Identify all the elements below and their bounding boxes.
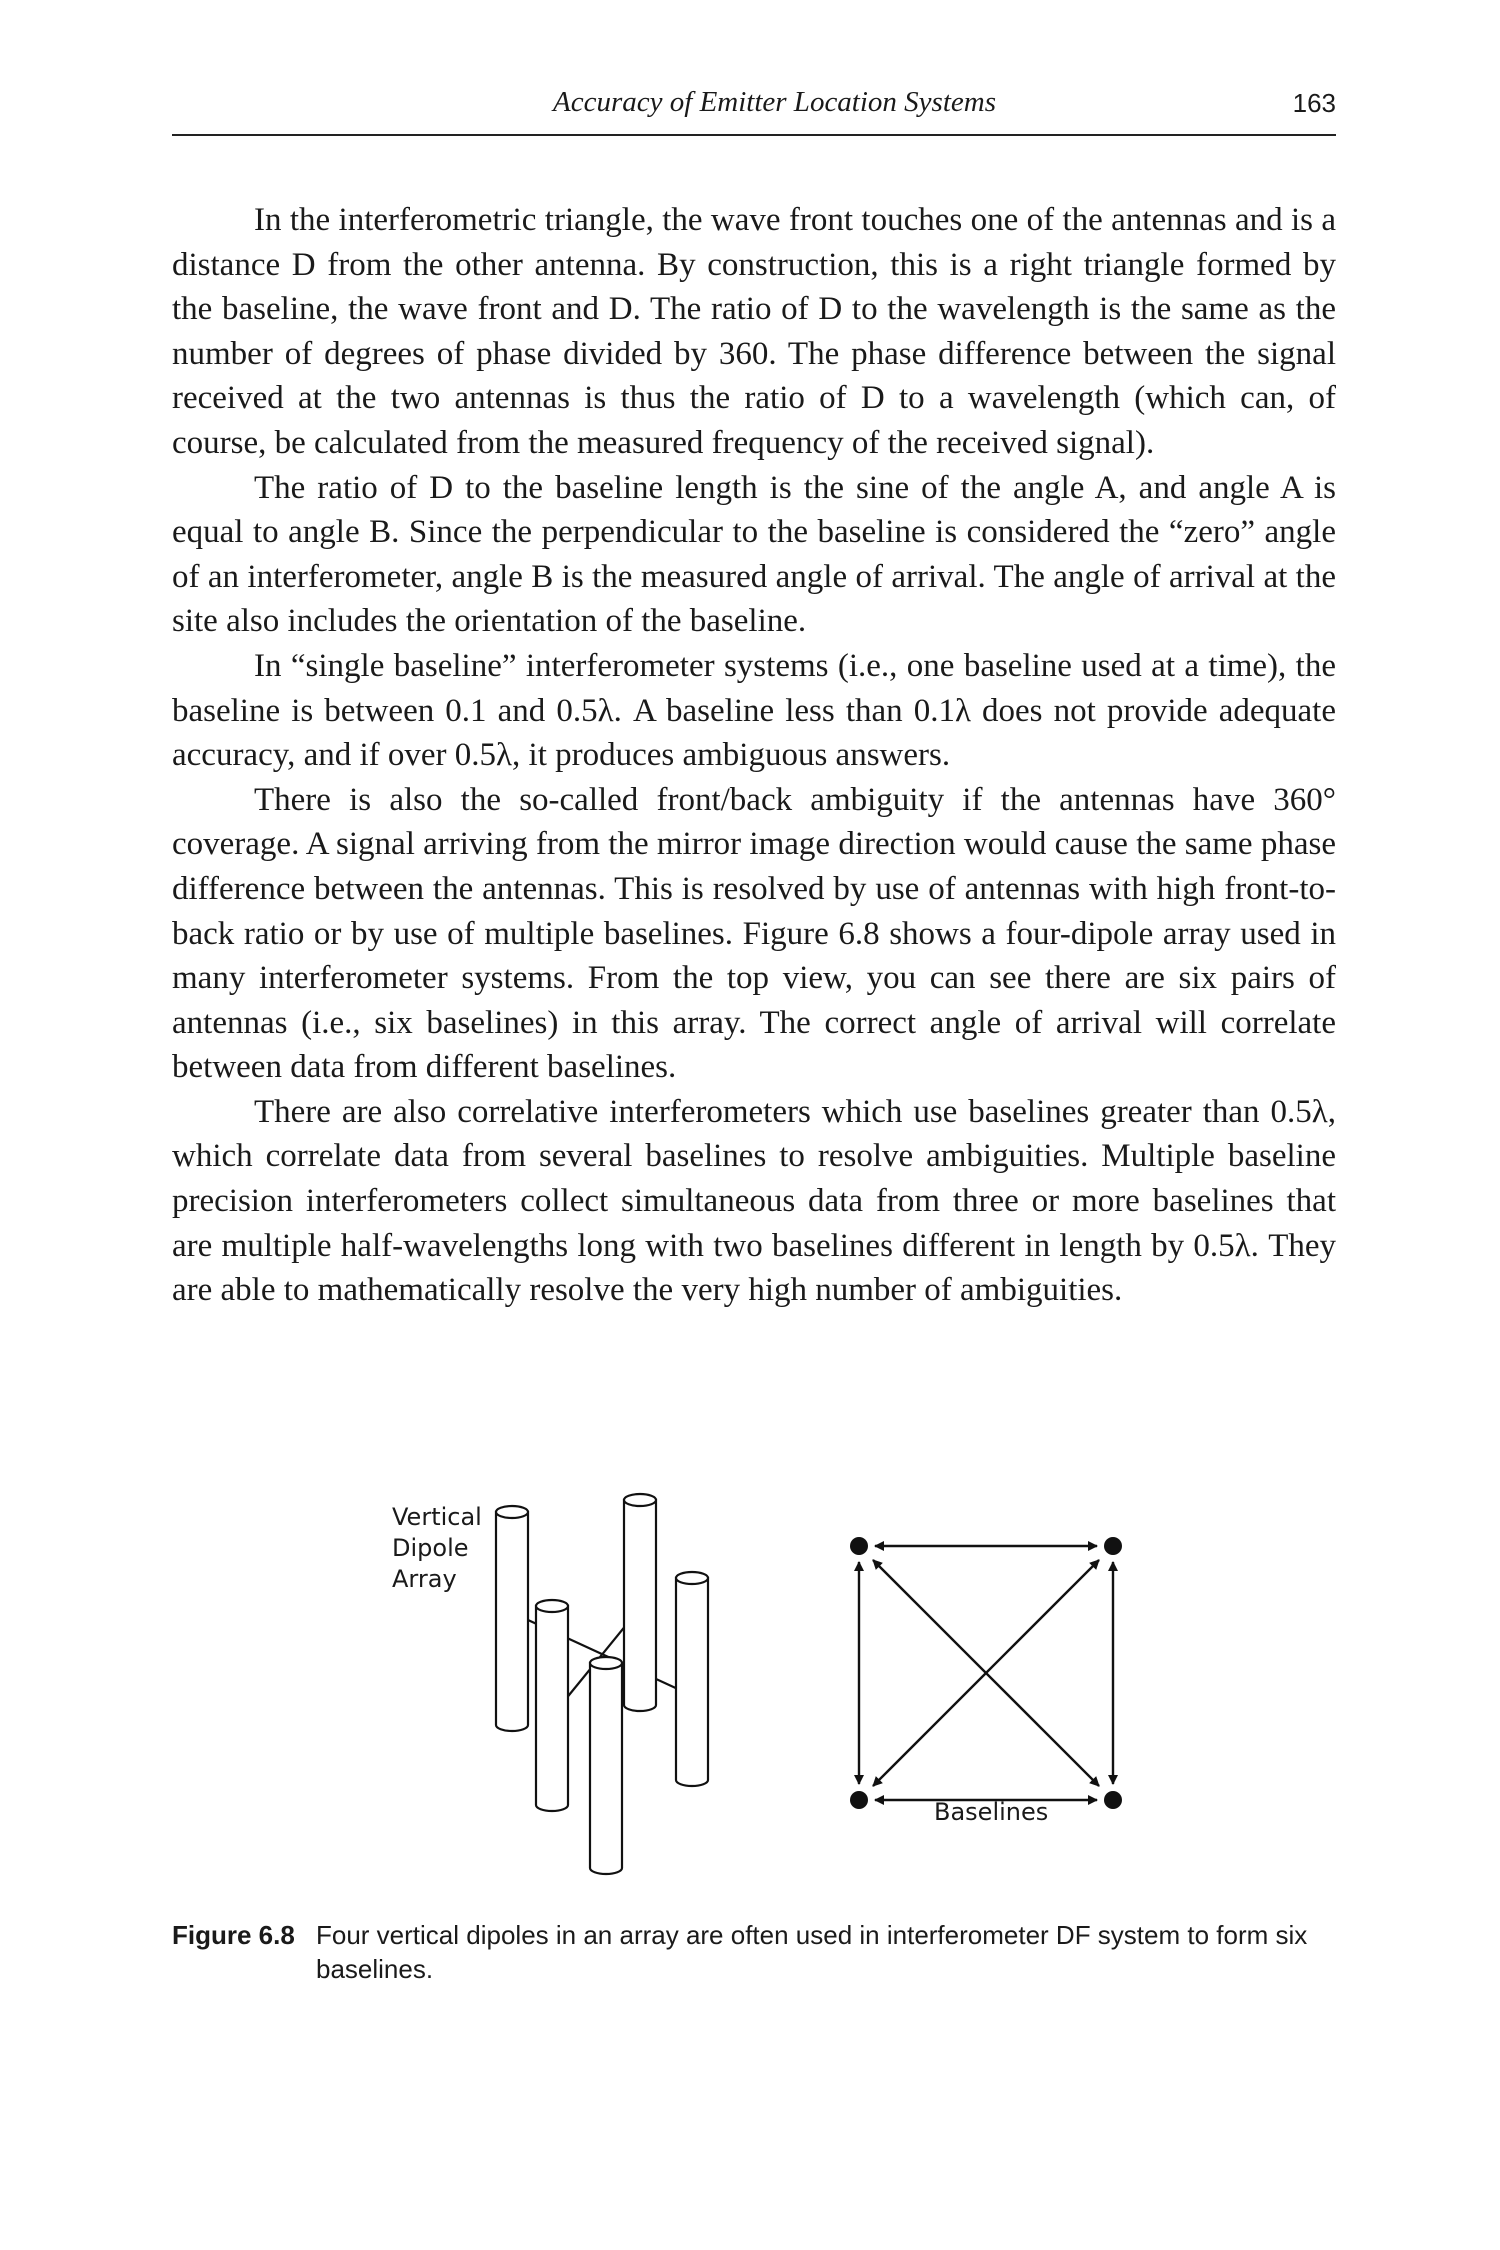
baselines-label: Baselines bbox=[934, 1798, 1049, 1826]
dipole-element-b bbox=[624, 1494, 656, 1711]
antenna-dot-bottom-right bbox=[1104, 1791, 1122, 1809]
baseline-diagonal-2 bbox=[873, 1560, 1099, 1786]
running-title: Accuracy of Emitter Location Systems bbox=[553, 86, 996, 118]
dipole-element-e bbox=[590, 1657, 622, 1874]
figure-caption bbox=[172, 1918, 1336, 1986]
paragraph-1: In the interferometric triangle, the wave front touches one of the antennas and is a distance D from the other antenna. By construction, this is a right triangle formed by the baseline, the wave front and D. The ratio of D to the wavelength is the same as the number of degrees of phase divided by 360. The phase difference between the signal received at the two antennas is thus the ratio of D to a wavelength (which can, of course, be calculated from the measured frequency of the received signal). bbox=[172, 202, 1336, 461]
paragraph-2: The ratio of D to the baseline length is the sine of the angle A, and angle A is equal to angle B. Since the perpendicular to the baseline is considered the “zero” angle of an interferometer, angle B is the measured angle of arrival. The angle of arrival at the site also includes the orientation of the baseline. bbox=[172, 469, 1336, 640]
dipole-element-a bbox=[496, 1506, 528, 1731]
paragraph-3: In “single baseline” interferometer systems (i.e., one baseline used at a time), the baseline is between 0.1 and 0.5λ. A baseline less than 0.1λ does not provide adequate accuracy, and if over 0.5λ, it produces ambiguous answers. bbox=[172, 647, 1336, 774]
body-text bbox=[172, 198, 1336, 1313]
dipole-array-illustration bbox=[496, 1494, 708, 1874]
caption-text: Four vertical dipoles in an array are often used in interferometer DF system to form six baselines. bbox=[316, 1920, 1308, 1984]
antenna-dot-top-left bbox=[850, 1537, 868, 1555]
antenna-positions bbox=[850, 1537, 1122, 1809]
dipole-element-c bbox=[676, 1572, 708, 1786]
array-label: Vertical Dipole Array bbox=[392, 1503, 482, 1593]
antenna-dot-bottom-left bbox=[850, 1791, 868, 1809]
baselines-diagram bbox=[859, 1546, 1113, 1800]
caption-label: Figure 6.8 bbox=[172, 1920, 295, 1950]
paragraph-4: There is also the so-called front/back ambiguity if the antennas have 360° coverage. A signal arriving from the mirror image direction would cause the same phase difference between the antennas. This is resolved by use of antennas with high front-to-back ratio or by use of multiple baselines. Figure 6.8 shows a four-dipole array used in many interferometer systems. From the top view, you can see there are six pairs of antennas (i.e., six baselines) in this array. The correct angle of arrival will correlate between data from different baselines. bbox=[172, 781, 1336, 1086]
dipole-element-d bbox=[536, 1600, 568, 1811]
page-number: 163 bbox=[1292, 88, 1336, 118]
baseline-diagonal-1 bbox=[873, 1560, 1099, 1786]
paragraph-5: There are also correlative interferometers which use baselines greater than 0.5λ, which correlate data from several baselines to resolve ambiguities. Multiple baseline precision interferometers collect simultaneous data from three or more baselines that are multiple half-wavelengths long with two baselines different in length by 0.5λ. They are able to mathematically resolve the very high number of ambiguities. bbox=[172, 1093, 1336, 1309]
antenna-dot-top-right bbox=[1104, 1537, 1122, 1555]
array-rod-1 bbox=[528, 1620, 680, 1690]
array-rod-2 bbox=[565, 1608, 640, 1700]
page-header bbox=[172, 84, 1336, 136]
